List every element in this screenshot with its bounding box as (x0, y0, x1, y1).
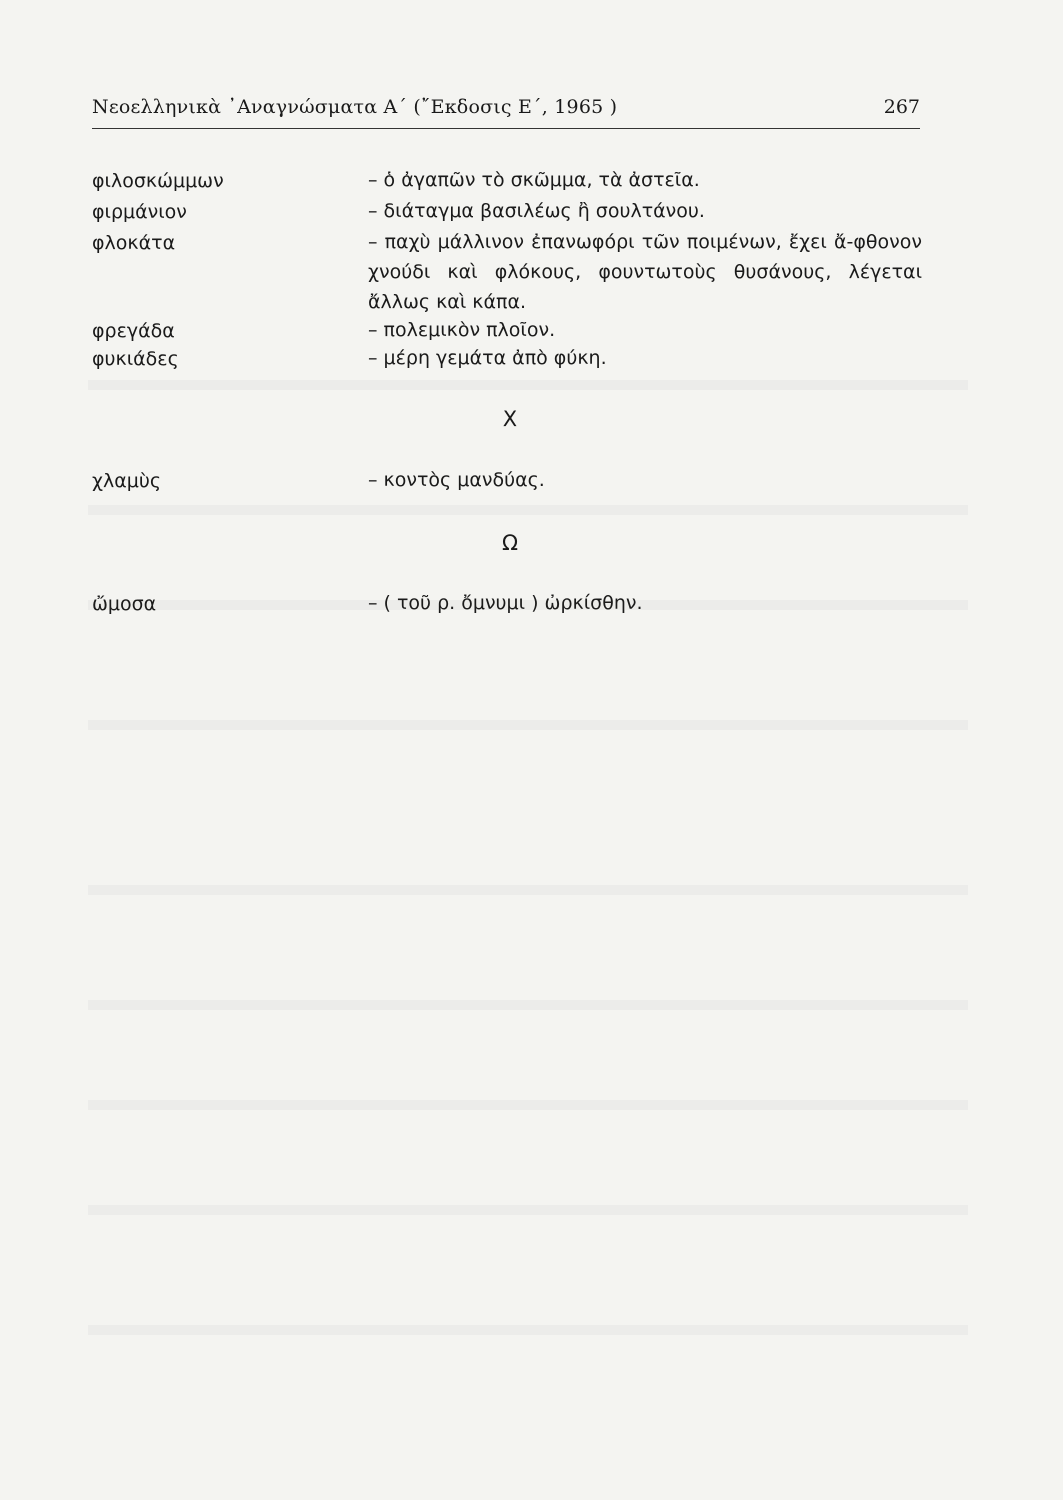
entry-term: χλαμὺς (92, 470, 161, 492)
section-letter-omega: Ω (501, 531, 519, 555)
header-title: Νεοελληνικὰ ᾿Αναγνώσματα Α΄ (῎Εκδοσις Ε΄, 1965 ) (92, 96, 618, 118)
entry-term: φρεγάδα (92, 320, 175, 342)
section-letter-chi: Χ (502, 407, 518, 431)
entry-term: φυκιάδες (92, 348, 179, 370)
page-number: 267 (883, 96, 920, 118)
entry-term: ὤμοσα (92, 593, 157, 615)
entry-term: φιλοσκώμμων (92, 170, 224, 192)
entry-definition: – ὁ ἀγαπῶν τὸ σκῶμμα, τὰ ἀστεῖα. (368, 169, 700, 191)
entry-definition: – κοντὸς μανδύας. (368, 469, 545, 491)
entry-term: φιρμάνιον (92, 201, 187, 223)
entry-definition: – διάταγμα βασιλέως ἢ σουλτάνου. (368, 200, 705, 222)
running-header (92, 96, 920, 129)
entry-term: φλοκάτα (92, 232, 176, 254)
entry-definition: – παχὺ μάλλινον ἐπανωφόρι τῶν ποιμένων, ἔχει ἄ-φθονον χνούδι καὶ φλόκους, φουντωτοὺς θυσάνους, λέγεται ἄλλως καὶ κάπα. (368, 231, 922, 313)
entry-definition: – ( τοῦ ρ. ὄμνυμι ) ὠρκίσθην. (368, 592, 643, 614)
entry-definition: – πολεμικὸν πλοῖον. (368, 319, 556, 341)
entry-definition: – μέρη γεμάτα ἀπὸ φύκη. (368, 347, 607, 369)
